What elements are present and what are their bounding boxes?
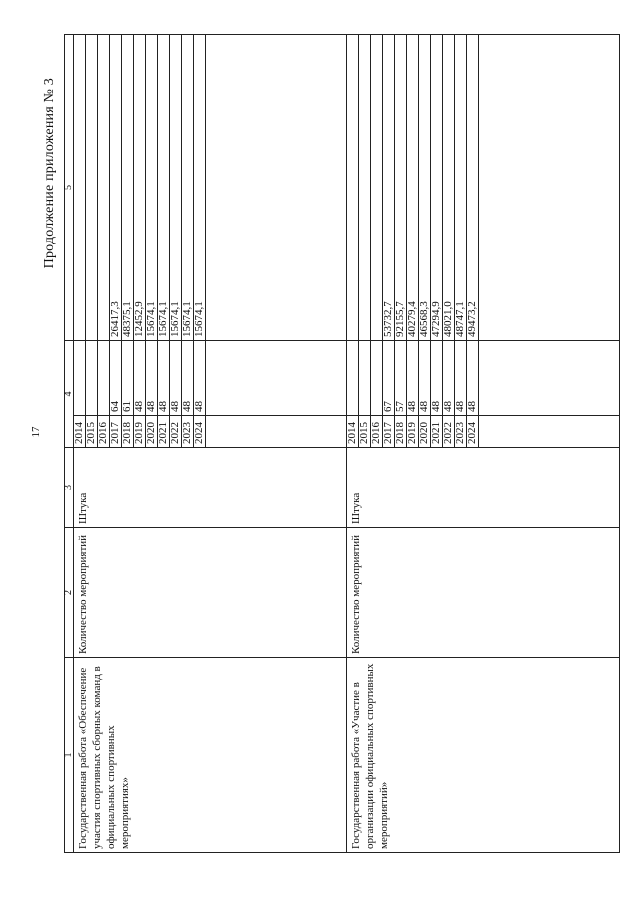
quantity-cell: 48 (467, 341, 479, 416)
header-cell: 5 (65, 35, 74, 341)
quantity-cell: 48 (146, 341, 158, 416)
unit-cell: Штука (74, 448, 347, 528)
value-cell: 12452,9 (134, 35, 146, 341)
work-name-cell: Государственная работа «Участие в организации официальных спортивных мероприятий» (347, 658, 620, 853)
year-cell: 2015 (86, 416, 98, 448)
value-cell (74, 35, 86, 341)
quantity-cell (359, 341, 371, 416)
year-cell: 2024 (194, 416, 206, 448)
quantity-spacer (479, 341, 620, 416)
year-cell: 2021 (158, 416, 170, 448)
quantity-cell (371, 341, 383, 416)
value-cell: 15674,1 (170, 35, 182, 341)
value-cell (86, 35, 98, 341)
quantity-cell: 48 (419, 341, 431, 416)
year-cell: 2015 (359, 416, 371, 448)
year-cell: 2016 (98, 416, 110, 448)
unit-cell: Штука (347, 448, 620, 528)
quantity-cell: 48 (194, 341, 206, 416)
value-cell: 15674,1 (194, 35, 206, 341)
year-cell: 2022 (170, 416, 182, 448)
value-cell (359, 35, 371, 341)
value-cell: 40279,4 (407, 35, 419, 341)
header-cell: 3 (65, 448, 74, 528)
quantity-cell: 57 (395, 341, 407, 416)
year-cell: 2018 (122, 416, 134, 448)
quantity-cell: 48 (134, 341, 146, 416)
quantity-cell: 48 (443, 341, 455, 416)
year-cell: 2023 (455, 416, 467, 448)
quantity-cell (98, 341, 110, 416)
quantity-cell: 61 (122, 341, 134, 416)
value-cell: 46568,3 (419, 35, 431, 341)
value-cell: 92155,7 (395, 35, 407, 341)
quantity-cell: 48 (407, 341, 419, 416)
value-cell (98, 35, 110, 341)
quantity-cell: 64 (110, 341, 122, 416)
header-cell: 1 (65, 658, 74, 853)
quantity-cell: 48 (455, 341, 467, 416)
year-cell: 2018 (395, 416, 407, 448)
table-row (74, 35, 86, 853)
header-cell: 2 (65, 528, 74, 658)
quantity-cell: 48 (431, 341, 443, 416)
value-cell: 15674,1 (146, 35, 158, 341)
indicator-cell: Количество мероприятий (74, 528, 347, 658)
year-cell: 2019 (407, 416, 419, 448)
year-cell: 2019 (134, 416, 146, 448)
year-cell: 2020 (419, 416, 431, 448)
table-row (347, 35, 359, 853)
quantity-cell: 67 (383, 341, 395, 416)
data-table (64, 34, 620, 853)
value-cell: 48021,0 (443, 35, 455, 341)
quantity-spacer (206, 341, 347, 416)
year-cell: 2016 (371, 416, 383, 448)
value-cell: 26417,3 (110, 35, 122, 341)
year-cell: 2017 (383, 416, 395, 448)
value-spacer (479, 35, 620, 341)
year-cell: 2020 (146, 416, 158, 448)
value-cell: 47294,9 (431, 35, 443, 341)
year-cell: 2021 (431, 416, 443, 448)
value-cell (347, 35, 359, 341)
value-cell: 15674,1 (182, 35, 194, 341)
quantity-cell: 48 (170, 341, 182, 416)
value-cell: 48747,1 (455, 35, 467, 341)
document-title: Продолжение приложения № 3 (42, 78, 57, 269)
year-cell: 2014 (74, 416, 86, 448)
quantity-cell (347, 341, 359, 416)
year-cell: 2023 (182, 416, 194, 448)
quantity-cell: 48 (182, 341, 194, 416)
work-name-cell: Государственная работа «Обеспечение участия спортивных сборных команд в официальных спортивных мероприятиях» (74, 658, 347, 853)
header-cell: 4 (65, 341, 74, 448)
year-cell: 2022 (443, 416, 455, 448)
year-cell: 2014 (347, 416, 359, 448)
quantity-cell (74, 341, 86, 416)
indicator-cell: Количество мероприятий (347, 528, 620, 658)
value-cell: 15674,1 (158, 35, 170, 341)
page-number: 17 (30, 426, 42, 438)
quantity-cell: 48 (158, 341, 170, 416)
value-cell: 53732,7 (383, 35, 395, 341)
year-cell: 2017 (110, 416, 122, 448)
value-spacer (206, 35, 347, 341)
value-cell (371, 35, 383, 341)
value-cell: 49473,2 (467, 35, 479, 341)
year-spacer (206, 416, 347, 448)
year-spacer (479, 416, 620, 448)
year-cell: 2024 (467, 416, 479, 448)
value-cell: 48375,1 (122, 35, 134, 341)
quantity-cell (86, 341, 98, 416)
